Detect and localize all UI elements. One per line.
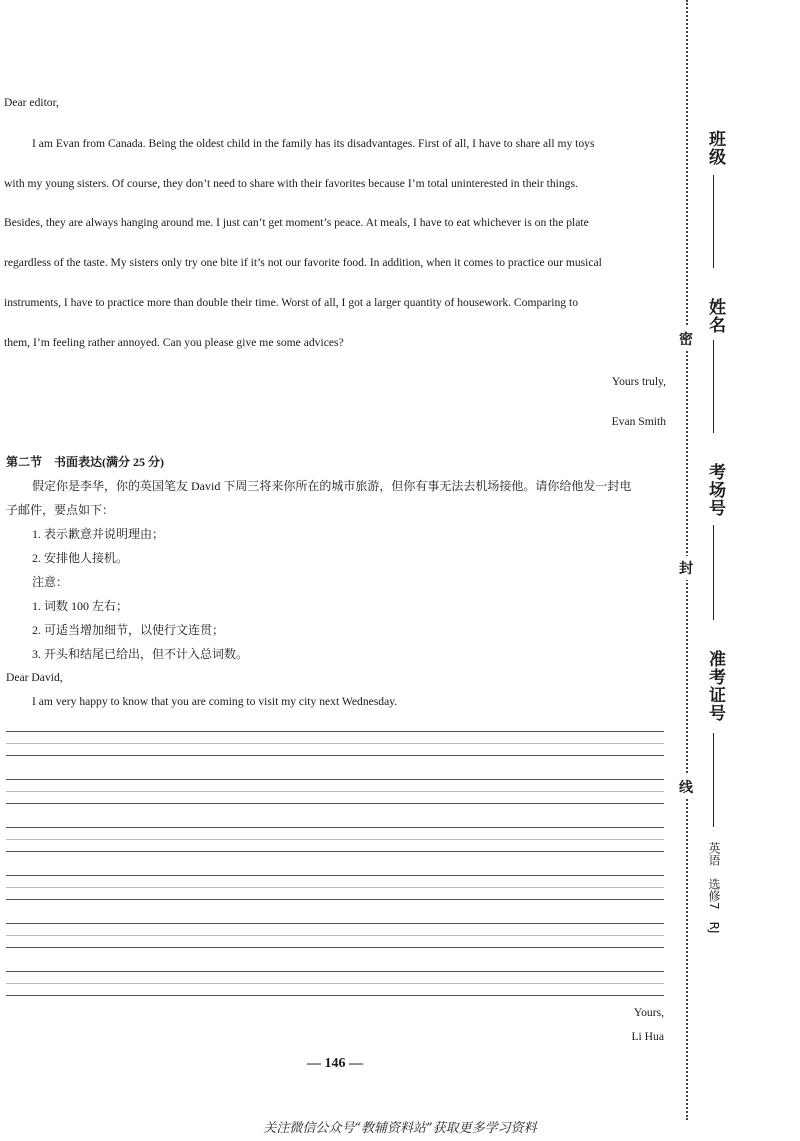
- note-item: 3. 开头和结尾已给出，但不计入总词数。: [32, 647, 249, 661]
- note-label: 注意：: [32, 575, 69, 589]
- writing-line[interactable]: [6, 887, 664, 888]
- name-label: 姓名: [705, 298, 725, 334]
- letter-line: instruments, I have to practice more than double their time. Worst of all, I got a larger quantity of housework. Comparing to: [4, 296, 578, 309]
- section-score: (满分 25 分): [102, 455, 165, 469]
- writing-line[interactable]: [6, 779, 664, 780]
- writing-line[interactable]: [6, 743, 664, 744]
- seal-mark-feng: 封: [679, 556, 693, 580]
- exam-id-field[interactable]: [713, 733, 714, 827]
- answer-closing: Yours,: [633, 1006, 664, 1019]
- note-item: 1. 词数 100 左右；: [32, 599, 129, 613]
- subject-label: 英语 选修7 RJ: [707, 842, 721, 934]
- writing-line[interactable]: [6, 971, 664, 972]
- writing-line[interactable]: [6, 791, 664, 792]
- name-field[interactable]: [713, 340, 714, 433]
- seal-mark-mi: 密: [679, 327, 693, 351]
- letter-closing: Yours truly,: [611, 375, 666, 388]
- letter-line: regardless of the taste. My sisters only try one bite if it’s not our favorite food. In addition, when it comes to practice our musical: [4, 256, 602, 269]
- answer-signature: Li Hua: [631, 1030, 664, 1043]
- letter-line: with my young sisters. Of course, they don’t need to share with their favorites because I’m total uninterested in their things.: [4, 177, 578, 190]
- exam-room-field[interactable]: [713, 525, 714, 620]
- letter-line: Besides, they are always hanging around me. I just can’t get moment’s peace. At meals, I have to eat whichever is on the plate: [4, 216, 589, 229]
- point-item: 1. 表示歉意并说明理由；: [32, 527, 165, 541]
- prompt-line: 假定你是李华，你的英国笔友 David 下周三将来你所在的城市旅游，但你有事无法去机场接他。请你给他发一封电: [32, 479, 632, 493]
- answer-opening: I am very happy to know that you are coming to visit my city next Wednesday.: [32, 695, 398, 708]
- letter-signature: Evan Smith: [611, 415, 666, 428]
- letter-salutation: Dear editor,: [4, 96, 59, 109]
- section-title: [6, 455, 164, 469]
- writing-line[interactable]: [6, 983, 664, 984]
- writing-line[interactable]: [6, 851, 664, 852]
- writing-line[interactable]: [6, 923, 664, 924]
- writing-line[interactable]: [6, 803, 664, 804]
- class-field[interactable]: [713, 175, 714, 268]
- writing-line[interactable]: [6, 935, 664, 936]
- answer-salutation: Dear David,: [6, 671, 63, 684]
- exam-room-label: 考场号: [705, 463, 725, 517]
- writing-line[interactable]: [6, 875, 664, 876]
- point-item: 2. 安排他人接机。: [32, 551, 129, 565]
- seal-mark-xian: 线: [679, 775, 693, 799]
- writing-line[interactable]: [6, 755, 664, 756]
- prompt-line: 子邮件，要点如下：: [6, 503, 115, 517]
- class-label: 班级: [705, 130, 725, 166]
- exam-id-label: 准考证号: [705, 650, 725, 722]
- writing-line[interactable]: [6, 827, 664, 828]
- footer-note: 关注微信公众号“教辅资料站”获取更多学习资料: [263, 1121, 537, 1136]
- writing-line[interactable]: [6, 839, 664, 840]
- note-item: 2. 可适当增加细节，以使行文连贯；: [32, 623, 225, 637]
- writing-line[interactable]: [6, 899, 664, 900]
- letter-line: them, I’m feeling rather annoyed. Can you please give me some advices?: [4, 336, 344, 349]
- writing-line[interactable]: [6, 947, 664, 948]
- letter-line: I am Evan from Canada. Being the oldest child in the family has its disadvantages. First of all, I have to share all my toys: [32, 137, 595, 150]
- section-title-text: 第二节 书面表达: [6, 455, 103, 469]
- writing-line[interactable]: [6, 731, 664, 732]
- writing-line[interactable]: [6, 995, 664, 996]
- page-number: — 146 —: [307, 1056, 363, 1071]
